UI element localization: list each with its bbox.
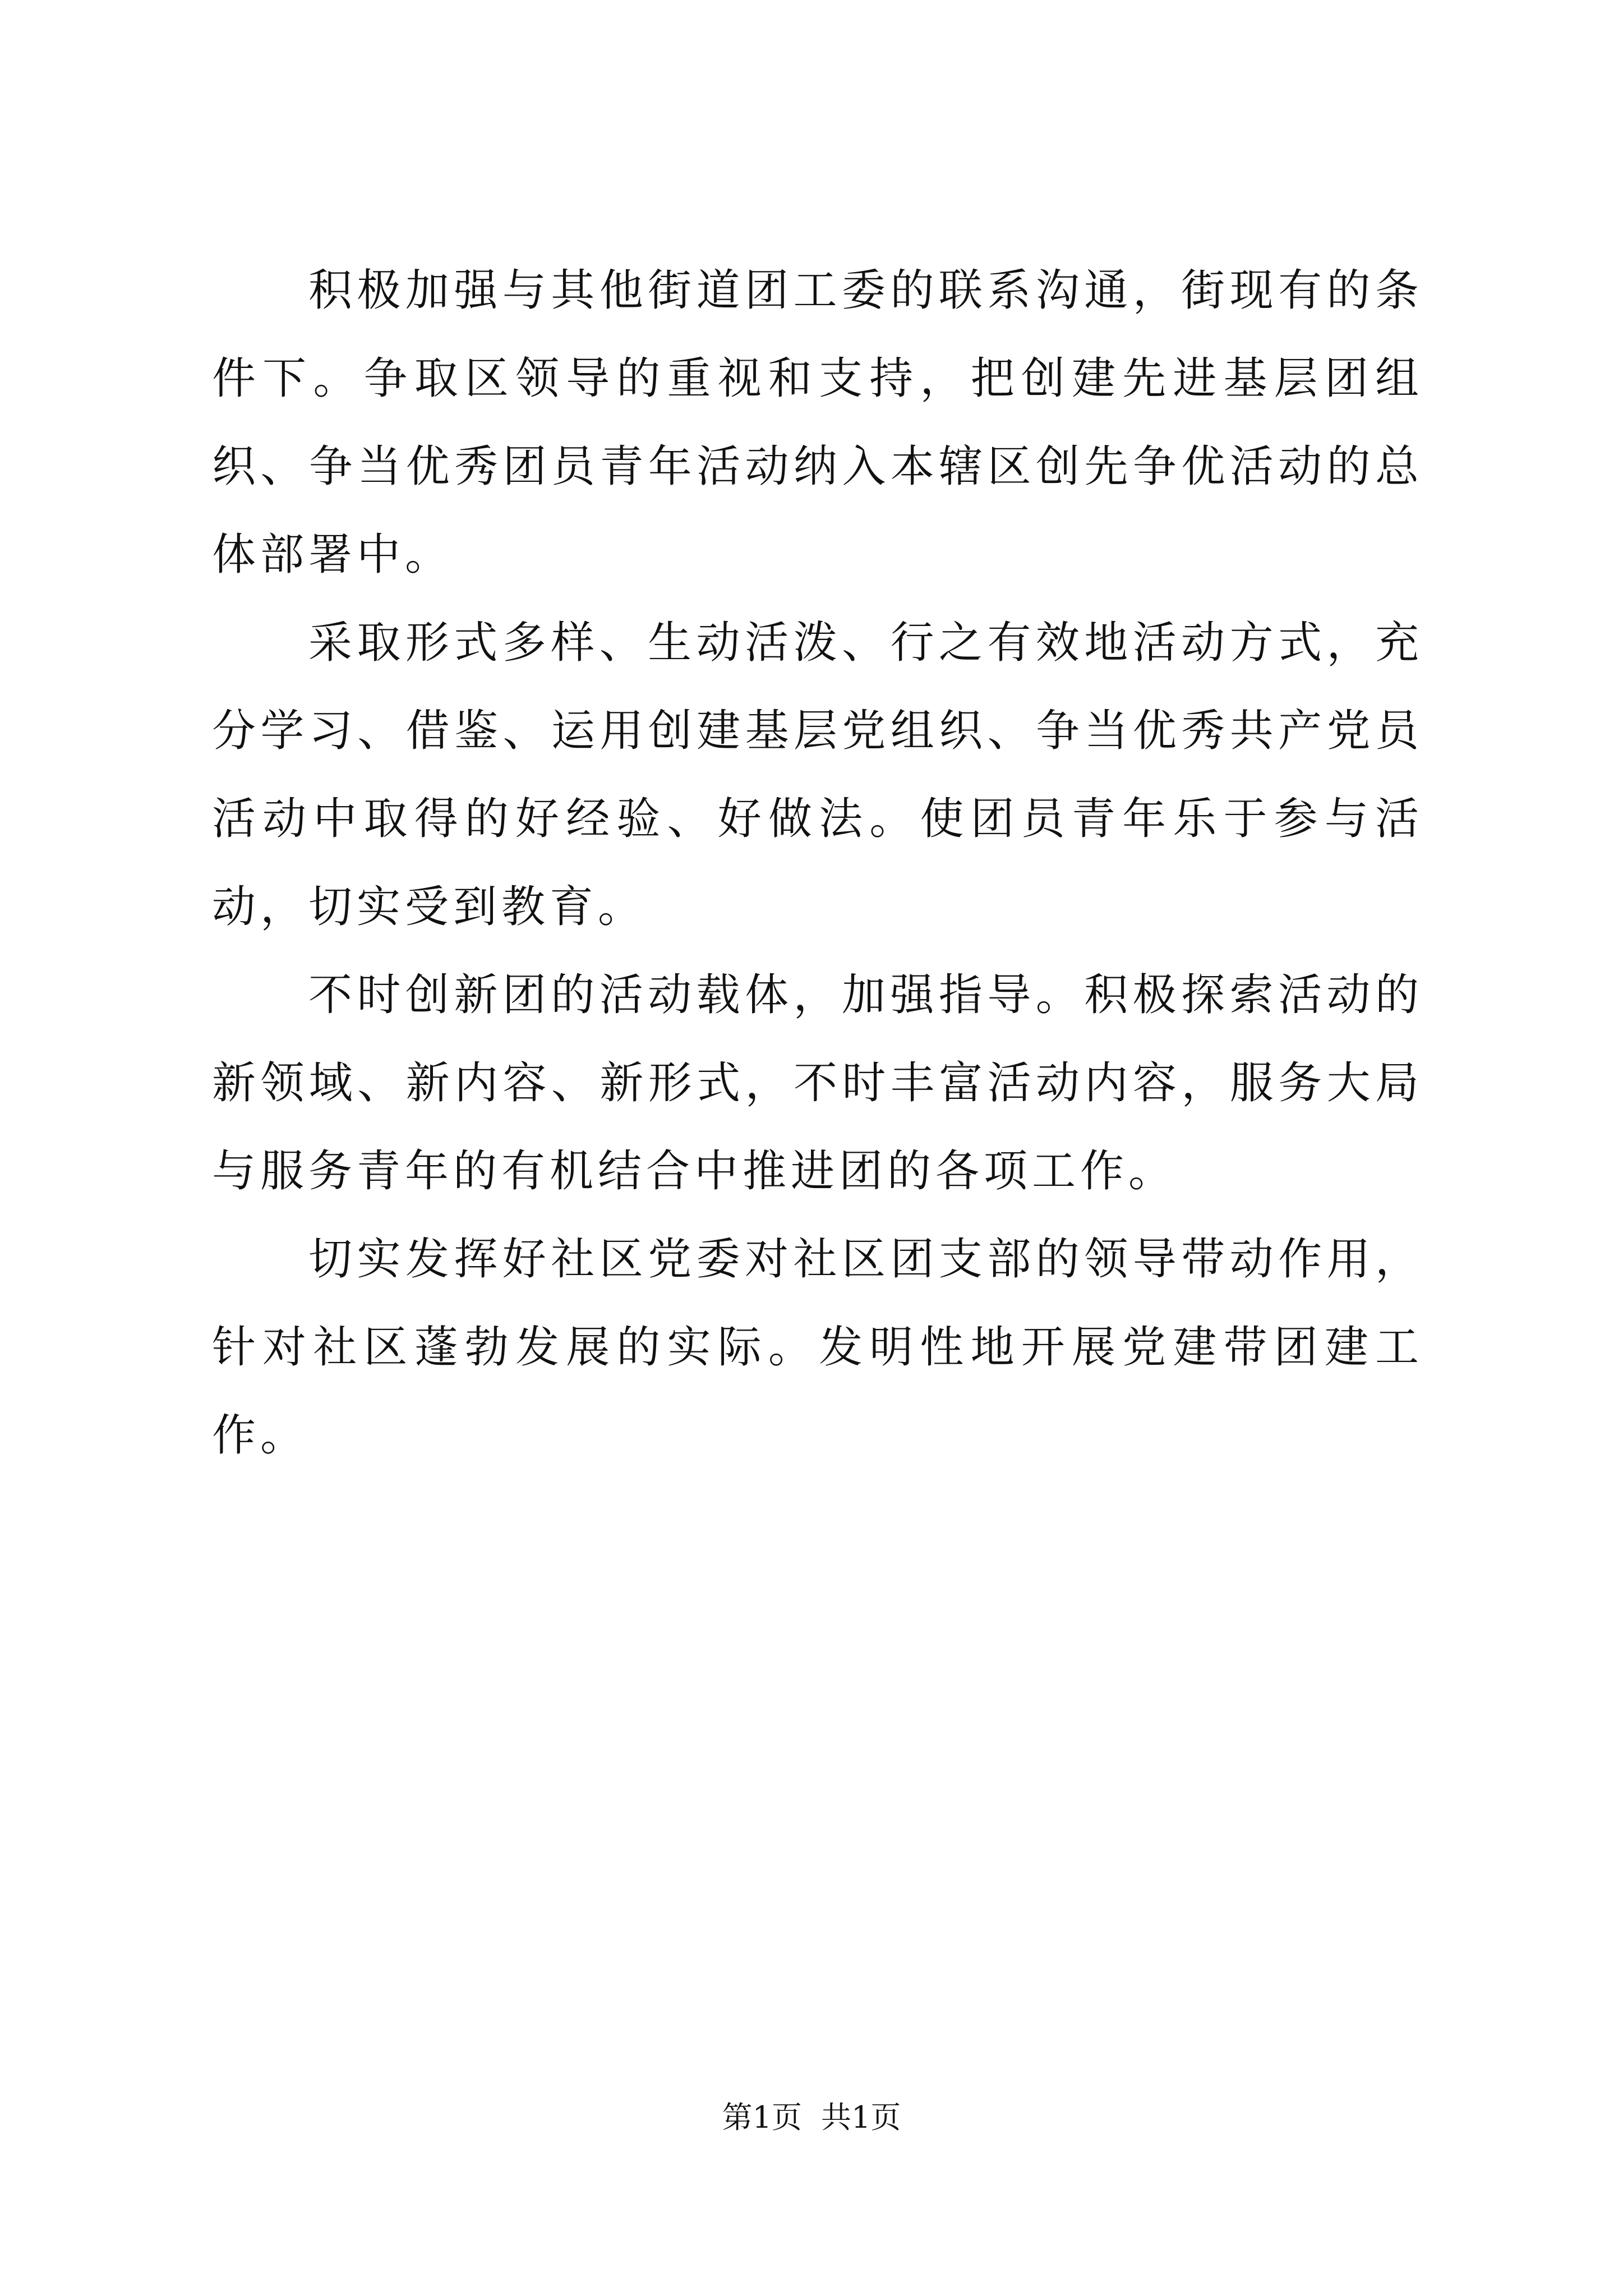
paragraph-4: 切实发挥好社区党委对社区团支部的领导带动作用，针对社区蓬勃发展的实际。发明性地开展党建带团建工作。 xyxy=(212,1234,1423,1461)
paragraph-2: 采取形式多样、生动活泼、行之有效地活动方式，充分学习、借鉴、运用创建基层党组织、争当优秀共产党员活动中取得的好经验、好做法。使团员青年乐于参与活动，切实受到教育。 xyxy=(212,618,1423,932)
page-number-total: 共1页 xyxy=(821,2100,901,2135)
page-footer xyxy=(0,2098,1623,2137)
paragraph-1: 积极加强与其他街道团工委的联系沟通，街现有的条件下。争取区领导的重视和支持，把创建先进基层团组织、争当优秀团员青年活动纳入本辖区创先争优活动的总体部署中。 xyxy=(212,265,1423,580)
document-body xyxy=(212,247,1423,1480)
page-number-current: 第1页 xyxy=(722,2100,802,2135)
paragraph-3: 不时创新团的活动载体，加强指导。积极探索活动的新领域、新内容、新形式，不时丰富活动内容，服务大局与服务青年的有机结合中推进团的各项工作。 xyxy=(212,970,1423,1197)
